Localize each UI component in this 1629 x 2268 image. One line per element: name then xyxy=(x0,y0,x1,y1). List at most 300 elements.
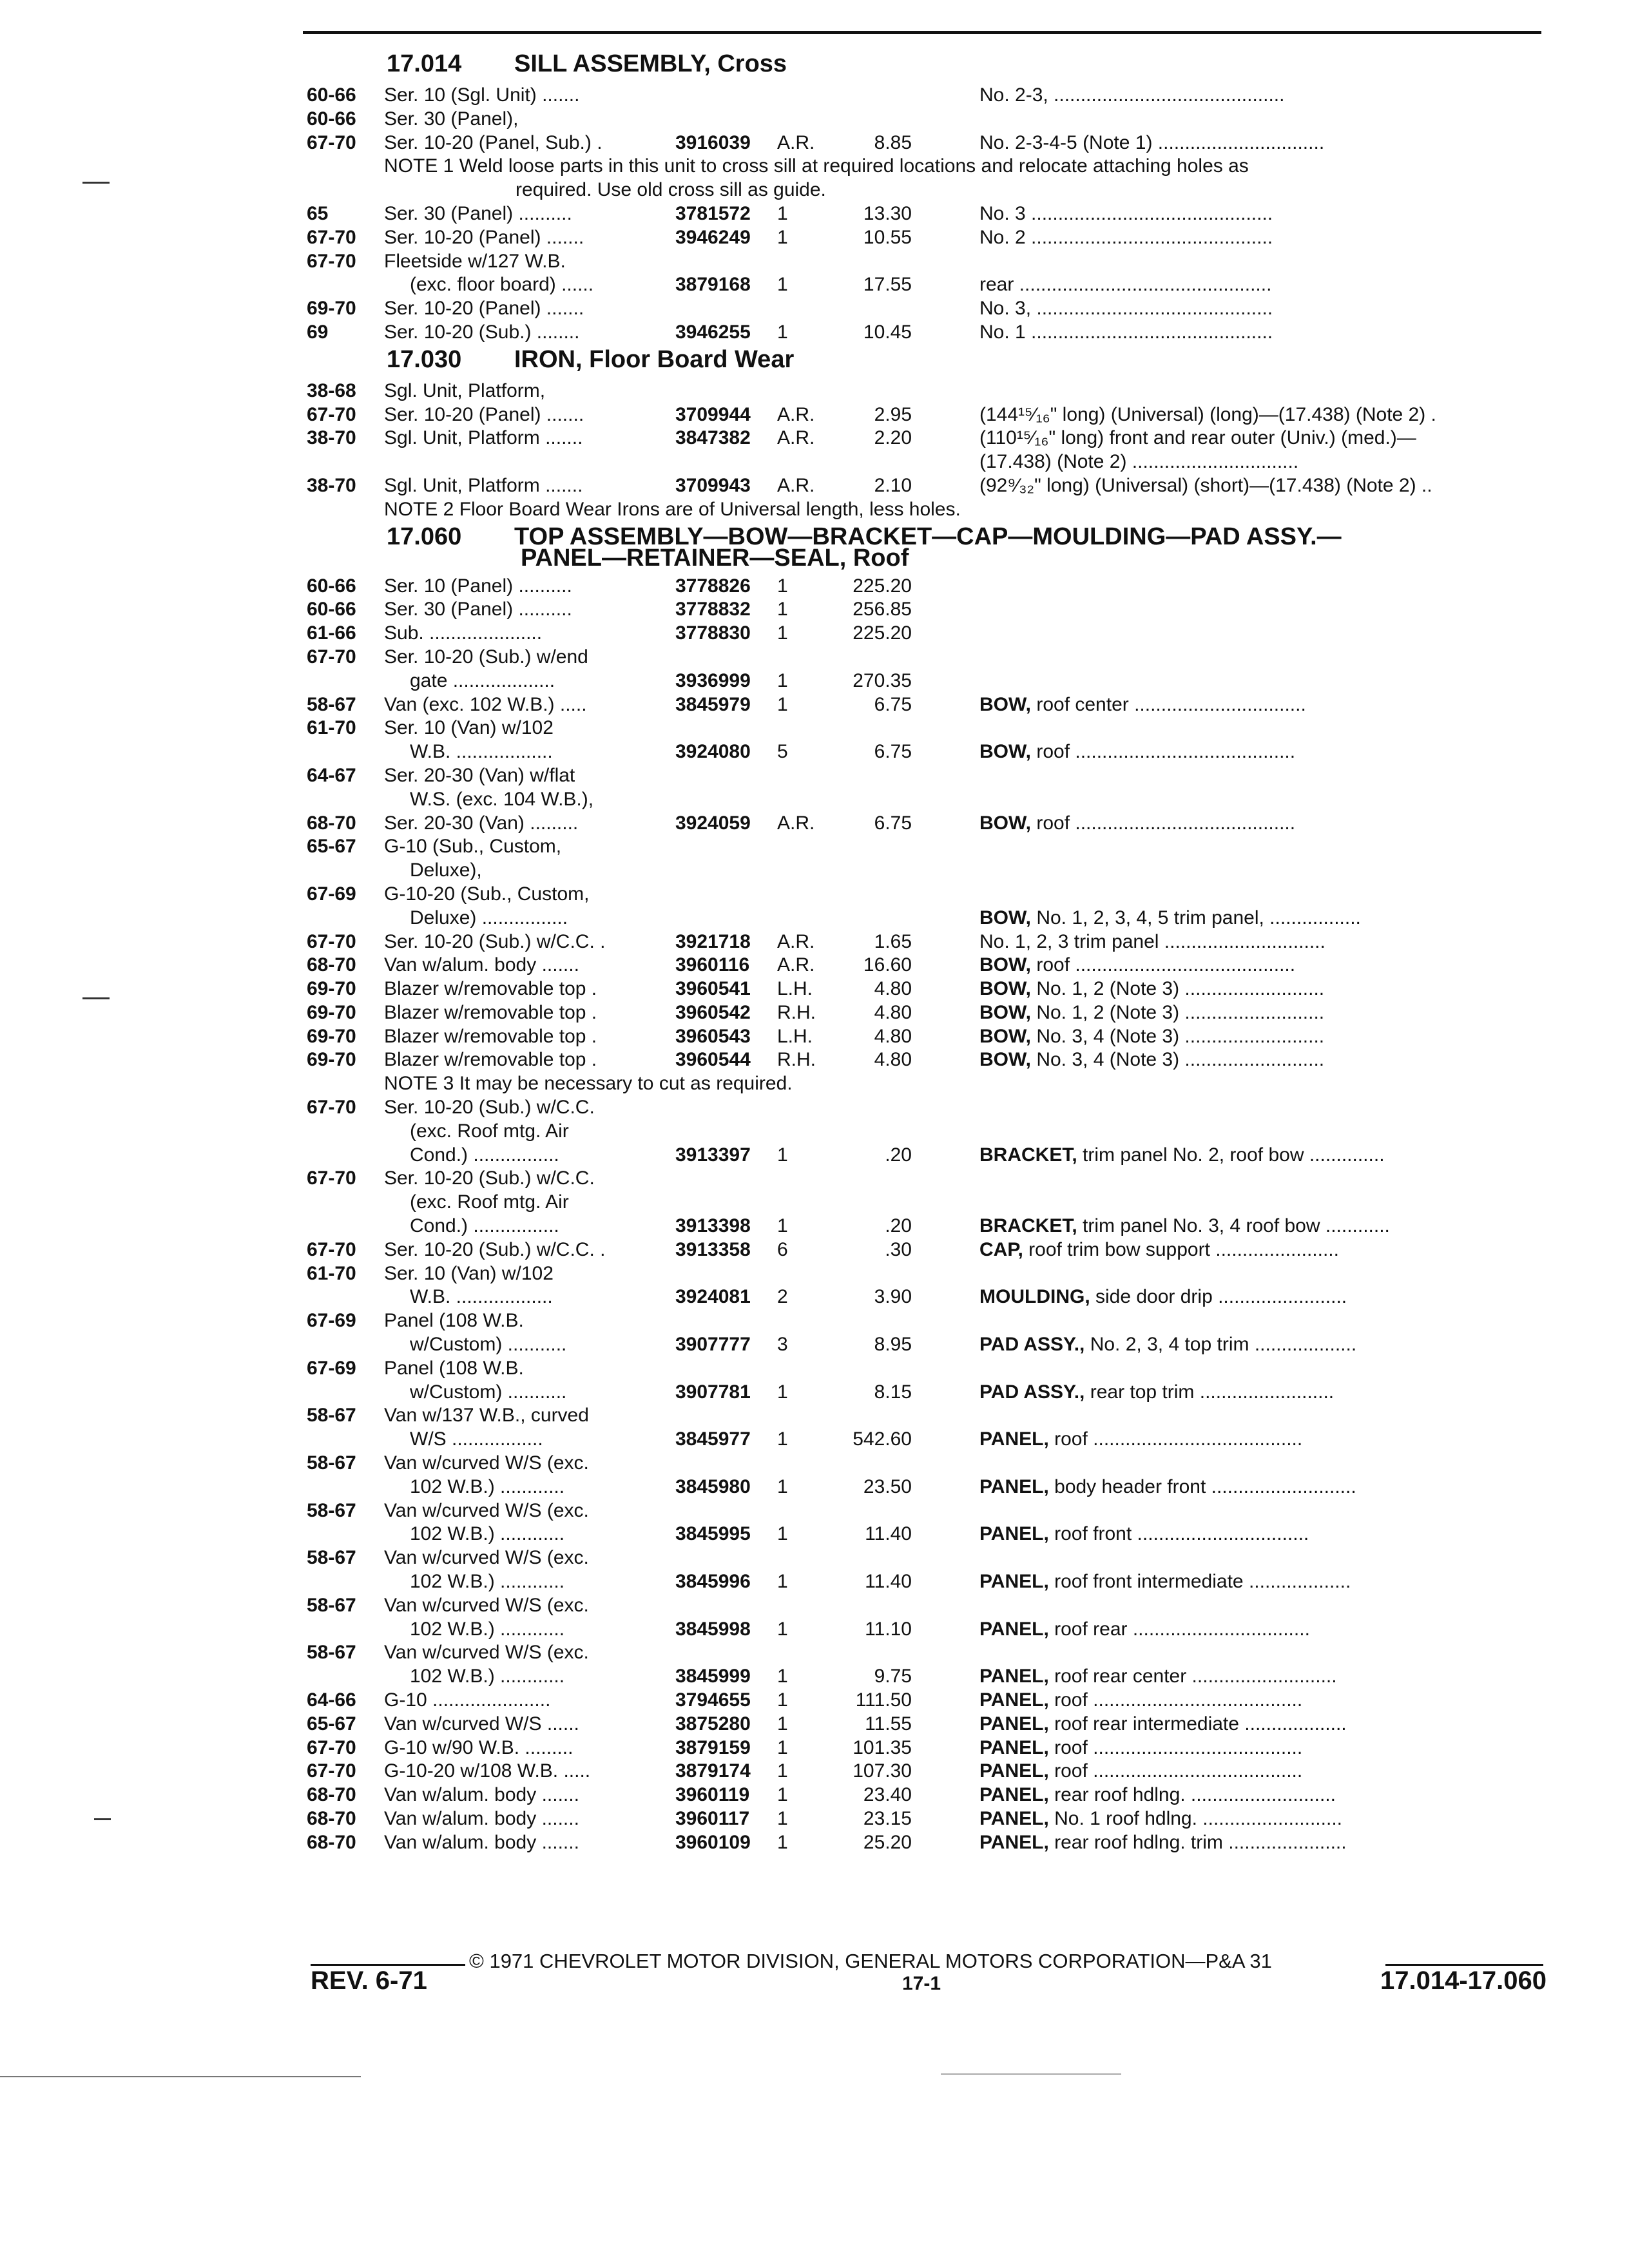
part-name xyxy=(979,1523,1547,1546)
parts-row xyxy=(0,1025,1629,1049)
part-name-detail: roof front intermediate ................... xyxy=(1048,1571,1351,1593)
part-name-keyword: BOW, xyxy=(979,978,1031,1000)
quantity: 1 xyxy=(777,1736,788,1758)
part-name-detail: (17.438) (Note 2) ............................... xyxy=(979,451,1299,473)
parts-row xyxy=(0,1713,1629,1736)
model-description: Cond.) ................ xyxy=(410,1215,559,1237)
part-name xyxy=(979,1570,1547,1594)
model-years: 58-67 xyxy=(307,1499,356,1521)
parts-row xyxy=(0,883,1629,907)
quantity: 1 xyxy=(777,1523,788,1545)
model-description: Van w/alum. body ....... xyxy=(384,1807,579,1829)
part-number: 3845996 xyxy=(675,1571,751,1593)
part-name-keyword: MOULDING, xyxy=(979,1286,1090,1308)
part-number: 3913358 xyxy=(675,1238,751,1260)
model-description: Van w/alum. body ....... xyxy=(384,1784,579,1806)
part-name-keyword: PAD ASSY., xyxy=(979,1334,1085,1356)
price: 3.90 xyxy=(874,1286,912,1308)
quantity: 2 xyxy=(777,1286,788,1308)
part-name xyxy=(979,1783,1547,1807)
parts-row xyxy=(0,1285,1629,1309)
part-name xyxy=(979,1618,1547,1642)
quantity: 1 xyxy=(777,274,788,296)
parts-row xyxy=(0,1546,1629,1570)
note-line xyxy=(0,178,1629,202)
quantity: 1 xyxy=(777,1784,788,1806)
part-name-keyword: BOW, xyxy=(979,954,1031,976)
footer-copyright: © 1971 CHEVROLET MOTOR DIVISION, GENERAL MOTORS CORPORATION—P&A 31 xyxy=(469,1950,1272,1972)
model-years: 67-70 xyxy=(307,1097,356,1119)
quantity: 1 xyxy=(777,622,788,644)
model-description: Van w/137 W.B., curved xyxy=(384,1405,589,1427)
model-years: 65 xyxy=(307,202,329,224)
price: 23.50 xyxy=(863,1475,912,1497)
part-name xyxy=(979,1831,1547,1855)
price: 107.30 xyxy=(853,1760,912,1782)
quantity: 3 xyxy=(777,1334,788,1356)
quantity: 1 xyxy=(777,1689,788,1711)
model-description: Van w/curved W/S (exc. xyxy=(384,1547,589,1569)
model-years: 67-70 xyxy=(307,131,356,153)
part-name-keyword: BOW, xyxy=(979,741,1031,763)
parts-row xyxy=(0,1523,1629,1546)
model-description: w/Custom) ........... xyxy=(410,1334,567,1356)
model-years: 67-70 xyxy=(307,250,356,272)
part-number: 3847382 xyxy=(675,427,751,449)
price: 101.35 xyxy=(853,1736,912,1758)
part-number: 3845980 xyxy=(675,1475,751,1497)
quantity: 1 xyxy=(777,1428,788,1450)
part-number: 3924081 xyxy=(675,1286,751,1308)
model-description: Deluxe) ................ xyxy=(410,907,568,928)
model-description: Sub. ..................... xyxy=(384,622,543,644)
parts-row xyxy=(0,1357,1629,1381)
part-name xyxy=(979,693,1547,717)
part-name-keyword: PANEL, xyxy=(979,1760,1049,1782)
model-years: 58-67 xyxy=(307,1642,356,1664)
part-name-keyword: PANEL, xyxy=(979,1475,1049,1497)
quantity: A.R. xyxy=(777,131,815,153)
part-name xyxy=(979,1381,1547,1405)
model-description: Sgl. Unit, Platform, xyxy=(384,380,546,401)
part-name-detail: body header front ........................... xyxy=(1048,1475,1356,1497)
parts-row xyxy=(0,1262,1629,1286)
model-description: Blazer w/removable top . xyxy=(384,978,597,1000)
parts-row xyxy=(0,1144,1629,1168)
model-description: Ser. 10-20 (Panel, Sub.) . xyxy=(384,131,602,153)
price: 10.45 xyxy=(863,321,912,343)
price: .20 xyxy=(885,1144,912,1166)
price: 23.40 xyxy=(863,1784,912,1806)
part-number: 3924080 xyxy=(675,741,751,763)
part-name-detail: roof rear intermediate ................... xyxy=(1048,1713,1347,1735)
model-years: 68-70 xyxy=(307,1831,356,1853)
model-description: Ser. 10-20 (Panel) ....... xyxy=(384,403,584,425)
model-description: Deluxe), xyxy=(410,860,482,881)
parts-row xyxy=(0,835,1629,859)
note-line xyxy=(0,1072,1629,1096)
part-name-detail: roof center ................................ xyxy=(1031,693,1306,715)
part-name xyxy=(979,907,1547,930)
part-name xyxy=(979,321,1547,345)
part-name-keyword: CAP, xyxy=(979,1238,1023,1260)
model-years: 58-67 xyxy=(307,1405,356,1427)
model-years: 64-67 xyxy=(307,764,356,786)
part-name-detail: No. 1, 2 (Note 3) .......................... xyxy=(1031,1001,1325,1023)
part-number: 3709944 xyxy=(675,403,751,425)
price: 6.75 xyxy=(874,741,912,763)
model-description: Ser. 30 (Panel), xyxy=(384,108,519,130)
part-number: 3778830 xyxy=(675,622,751,644)
model-years: 60-66 xyxy=(307,575,356,597)
model-description: (exc. Roof mtg. Air xyxy=(410,1120,569,1142)
part-number: 3960541 xyxy=(675,978,751,1000)
parts-row xyxy=(0,930,1629,954)
model-description: G-10 ...................... xyxy=(384,1689,551,1711)
quantity: 1 xyxy=(777,1666,788,1687)
footer-rule-right xyxy=(1385,1964,1543,1966)
price: .30 xyxy=(885,1238,912,1260)
part-number: 3960542 xyxy=(675,1001,751,1023)
price: 10.55 xyxy=(863,226,912,248)
parts-row xyxy=(0,1096,1629,1120)
model-description: G-10 w/90 W.B. ......... xyxy=(384,1736,574,1758)
parts-row xyxy=(0,1665,1629,1689)
part-name xyxy=(979,1760,1547,1783)
model-years: 67-70 xyxy=(307,1760,356,1782)
model-description: 102 W.B.) ............ xyxy=(410,1475,565,1497)
part-number: 3845977 xyxy=(675,1428,751,1450)
parts-row xyxy=(0,1475,1629,1499)
model-years: 38-68 xyxy=(307,380,356,401)
part-number: 3879174 xyxy=(675,1760,751,1782)
part-name-detail: trim panel No. 3, 4 roof bow ............ xyxy=(1077,1215,1390,1237)
part-name-keyword: BOW, xyxy=(979,907,1031,928)
part-name-detail: No. 1, 2, 3 trim panel .............................. xyxy=(979,930,1325,952)
part-name-detail: roof rear ................................. xyxy=(1048,1618,1310,1640)
quantity: A.R. xyxy=(777,954,815,976)
part-name xyxy=(979,1144,1547,1168)
part-name xyxy=(979,131,1547,155)
part-name-detail: roof ....................................... xyxy=(1048,1760,1303,1782)
part-number: 3875280 xyxy=(675,1713,751,1735)
model-years: 67-69 xyxy=(307,1310,356,1332)
part-name-detail: side door drip ........................ xyxy=(1090,1286,1347,1308)
quantity: 1 xyxy=(777,226,788,248)
model-description: Van w/alum. body ....... xyxy=(384,954,579,976)
part-number: 3845999 xyxy=(675,1666,751,1687)
quantity: 5 xyxy=(777,741,788,763)
note-line xyxy=(0,498,1629,522)
part-name-detail: No. 1, 2 (Note 3) .......................... xyxy=(1031,978,1325,1000)
part-number: 3960116 xyxy=(675,954,750,976)
model-description: Panel (108 W.B. xyxy=(384,1310,524,1332)
part-number: 3960109 xyxy=(675,1831,751,1853)
parts-row xyxy=(0,108,1629,131)
part-name-keyword: PANEL, xyxy=(979,1831,1049,1853)
part-name xyxy=(979,84,1547,108)
part-name-detail: trim panel No. 2, roof bow .............. xyxy=(1077,1144,1385,1166)
margin-mark xyxy=(94,1818,111,1820)
model-description: Ser. 10-20 (Sub.) ........ xyxy=(384,321,580,343)
part-number: 3845998 xyxy=(675,1618,751,1640)
model-description: Van w/curved W/S (exc. xyxy=(384,1594,589,1616)
price: 8.95 xyxy=(874,1334,912,1356)
part-name-detail: roof ......................................... xyxy=(1031,741,1296,763)
part-name xyxy=(979,1475,1547,1499)
model-description: w/Custom) ........... xyxy=(410,1381,567,1403)
quantity: A.R. xyxy=(777,427,815,449)
part-number: 3907777 xyxy=(675,1334,751,1356)
model-description: Ser. 10-20 (Sub.) w/end xyxy=(384,646,588,668)
model-description: Ser. 10-20 (Sub.) w/C.C. . xyxy=(384,1238,606,1260)
model-description: G-10 (Sub., Custom, xyxy=(384,836,562,858)
quantity: 1 xyxy=(777,321,788,343)
model-years: 68-70 xyxy=(307,954,356,976)
model-description: Ser. 30 (Panel) .......... xyxy=(384,202,572,224)
parts-row xyxy=(0,297,1629,321)
parts-row xyxy=(0,474,1629,498)
section-number: 17.014 xyxy=(387,50,462,77)
model-description: G-10-20 w/108 W.B. ..... xyxy=(384,1760,591,1782)
section-header xyxy=(0,49,1629,84)
part-name xyxy=(979,812,1547,836)
model-description: Ser. 30 (Panel) .......... xyxy=(384,599,572,620)
price: 17.55 xyxy=(863,274,912,296)
price: 11.10 xyxy=(865,1618,912,1640)
model-description: (exc. Roof mtg. Air xyxy=(410,1191,569,1213)
parts-row xyxy=(0,812,1629,836)
parts-row xyxy=(0,1048,1629,1072)
model-description: Ser. 10-20 (Sub.) w/C.C. xyxy=(384,1168,595,1189)
model-description: Fleetside w/127 W.B. xyxy=(384,250,566,272)
parts-row xyxy=(0,1452,1629,1475)
model-description: W/S ................. xyxy=(410,1428,543,1450)
quantity: 1 xyxy=(777,669,788,691)
model-years: 58-67 xyxy=(307,1594,356,1616)
part-name-keyword: BOW, xyxy=(979,1049,1031,1071)
part-number: 3907781 xyxy=(675,1381,751,1403)
model-years: 69-70 xyxy=(307,298,356,320)
margin-mark xyxy=(82,182,110,184)
part-name-keyword: PANEL, xyxy=(979,1571,1049,1593)
part-name xyxy=(979,403,1547,427)
model-years: 61-66 xyxy=(307,622,356,644)
parts-row xyxy=(0,1594,1629,1618)
part-name-detail: No. 3, 4 (Note 3) .......................... xyxy=(1031,1025,1325,1047)
part-name-keyword: BOW, xyxy=(979,693,1031,715)
model-years: 68-70 xyxy=(307,812,356,834)
section-number: 17.030 xyxy=(387,345,462,373)
part-name-detail: No. 1, 2, 3, 4, 5 trim panel, ................. xyxy=(1031,907,1361,928)
price: 11.55 xyxy=(865,1713,912,1735)
model-description: gate ................... xyxy=(410,669,555,691)
model-description: Ser. 10-20 (Sub.) w/C.C. xyxy=(384,1097,595,1119)
part-number: 3781572 xyxy=(675,202,751,224)
part-name-detail: No. 3 ............................................. xyxy=(979,202,1273,224)
note-line xyxy=(0,155,1629,178)
part-name-keyword: PANEL, xyxy=(979,1807,1049,1829)
price: 256.85 xyxy=(853,599,912,620)
model-description: Sgl. Unit, Platform ....... xyxy=(384,427,583,449)
part-number: 3879168 xyxy=(675,274,751,296)
price: 9.75 xyxy=(874,1666,912,1687)
price: 4.80 xyxy=(874,1049,912,1071)
model-years: 67-70 xyxy=(307,1168,356,1189)
model-years: 69-70 xyxy=(307,1001,356,1023)
part-name-keyword: PANEL, xyxy=(979,1736,1049,1758)
parts-row xyxy=(0,646,1629,669)
model-years: 68-70 xyxy=(307,1784,356,1806)
part-name-keyword: PANEL, xyxy=(979,1689,1049,1711)
part-name xyxy=(979,977,1547,1001)
parts-row xyxy=(0,321,1629,345)
parts-row xyxy=(0,1641,1629,1665)
quantity: 1 xyxy=(777,1807,788,1829)
part-name xyxy=(979,1238,1547,1262)
model-description: (exc. floor board) ...... xyxy=(410,274,594,296)
parts-row xyxy=(0,740,1629,764)
quantity: A.R. xyxy=(777,474,815,496)
parts-row xyxy=(0,716,1629,740)
quantity: 6 xyxy=(777,1238,788,1260)
part-name-keyword: BRACKET, xyxy=(979,1144,1077,1166)
part-name xyxy=(979,1001,1547,1025)
quantity: 1 xyxy=(777,1760,788,1782)
model-years: 61-70 xyxy=(307,717,356,739)
part-name-detail: No. 2 ............................................. xyxy=(979,226,1273,248)
parts-row xyxy=(0,1215,1629,1238)
part-name xyxy=(979,1807,1547,1831)
part-name-keyword: BOW, xyxy=(979,1001,1031,1023)
parts-row xyxy=(0,202,1629,226)
parts-row xyxy=(0,1428,1629,1452)
parts-row xyxy=(0,380,1629,403)
model-years: 58-67 xyxy=(307,1452,356,1474)
model-description: Ser. 10 (Panel) .......... xyxy=(384,575,572,597)
quantity: 1 xyxy=(777,1381,788,1403)
part-name xyxy=(979,273,1547,297)
model-description: Ser. 10-20 (Sub.) w/C.C. . xyxy=(384,930,606,952)
part-number: 3960544 xyxy=(675,1049,751,1071)
part-name xyxy=(979,740,1547,764)
model-description: Ser. 20-30 (Van) w/flat xyxy=(384,764,575,786)
parts-row xyxy=(0,954,1629,977)
part-number: 3960117 xyxy=(675,1807,750,1829)
footer-page-number: 17-1 xyxy=(902,1973,941,1994)
part-name xyxy=(979,427,1547,450)
part-name xyxy=(979,1713,1547,1736)
part-name xyxy=(979,930,1547,954)
parts-row xyxy=(0,427,1629,450)
quantity: 1 xyxy=(777,202,788,224)
price: 13.30 xyxy=(863,202,912,224)
parts-row xyxy=(0,1404,1629,1428)
part-name-keyword: PANEL, xyxy=(979,1618,1049,1640)
part-name xyxy=(979,1736,1547,1760)
part-name xyxy=(979,1025,1547,1049)
parts-row xyxy=(0,273,1629,297)
parts-row xyxy=(0,669,1629,693)
part-name-detail: roof ....................................... xyxy=(1048,1736,1303,1758)
model-years: 67-70 xyxy=(307,1736,356,1758)
model-years: 67-70 xyxy=(307,226,356,248)
part-number: 3794655 xyxy=(675,1689,751,1711)
quantity: 1 xyxy=(777,1144,788,1166)
model-description: Blazer w/removable top . xyxy=(384,1049,597,1071)
price: 6.75 xyxy=(874,693,912,715)
model-years: 67-70 xyxy=(307,930,356,952)
parts-row xyxy=(0,1191,1629,1215)
part-name-detail: roof trim bow support ....................... xyxy=(1023,1238,1339,1260)
part-name-keyword: BOW, xyxy=(979,1025,1031,1047)
price: 2.10 xyxy=(874,474,912,496)
note-text: NOTE 1 Weld loose parts in this unit to cross sill at required locations and relocate attaching holes as xyxy=(384,155,1249,177)
price: 4.80 xyxy=(874,1001,912,1023)
price: 225.20 xyxy=(853,622,912,644)
part-name-keyword: BOW, xyxy=(979,812,1031,834)
parts-row xyxy=(0,226,1629,250)
section-title: IRON, Floor Board Wear xyxy=(514,345,795,373)
part-number: 3936999 xyxy=(675,669,751,691)
model-description: W.B. .................. xyxy=(410,741,553,763)
part-name xyxy=(979,1285,1547,1309)
model-description: 102 W.B.) ............ xyxy=(410,1618,565,1640)
quantity: A.R. xyxy=(777,930,815,952)
quantity: 1 xyxy=(777,1475,788,1497)
part-name xyxy=(979,954,1547,977)
parts-row xyxy=(0,977,1629,1001)
part-name-keyword: PANEL, xyxy=(979,1523,1049,1545)
part-name-detail: (144¹⁵⁄₁₆" long) (Universal) (long)—(17.438) (Note 2) . xyxy=(979,403,1436,425)
quantity: 1 xyxy=(777,575,788,597)
model-years: 65-67 xyxy=(307,1713,356,1735)
price: 542.60 xyxy=(853,1428,912,1450)
model-description: Van (exc. 102 W.B.) ..... xyxy=(384,693,587,715)
part-name xyxy=(979,1428,1547,1452)
part-number: 3946249 xyxy=(675,226,751,248)
part-name-keyword: PANEL, xyxy=(979,1784,1049,1806)
section-header xyxy=(0,522,1629,575)
parts-row xyxy=(0,1333,1629,1357)
part-name xyxy=(979,474,1547,498)
part-number: 3946255 xyxy=(675,321,751,343)
quantity: 1 xyxy=(777,1571,788,1593)
parts-row xyxy=(0,1736,1629,1760)
footer-rule-left xyxy=(311,1964,465,1966)
model-years: 67-70 xyxy=(307,1238,356,1260)
parts-row xyxy=(0,403,1629,427)
quantity: R.H. xyxy=(777,1049,816,1071)
parts-row xyxy=(0,1570,1629,1594)
price: 23.15 xyxy=(863,1807,912,1829)
part-name-detail: No. 2, 3, 4 top trim ................... xyxy=(1084,1334,1357,1356)
model-years: 60-66 xyxy=(307,108,356,130)
model-description: 102 W.B.) ............ xyxy=(410,1523,565,1545)
parts-row xyxy=(0,1381,1629,1405)
part-number: 3960119 xyxy=(675,1784,750,1806)
model-description: W.B. .................. xyxy=(410,1286,553,1308)
part-name-keyword: PANEL, xyxy=(979,1428,1049,1450)
model-years: 61-70 xyxy=(307,1262,356,1284)
part-number: 3879159 xyxy=(675,1736,751,1758)
part-name-detail: roof front ................................ xyxy=(1048,1523,1309,1545)
part-name-detail: roof ....................................... xyxy=(1048,1428,1303,1450)
quantity: 1 xyxy=(777,1713,788,1735)
part-name xyxy=(979,297,1547,321)
parts-row xyxy=(0,131,1629,155)
quantity: L.H. xyxy=(777,1025,813,1047)
